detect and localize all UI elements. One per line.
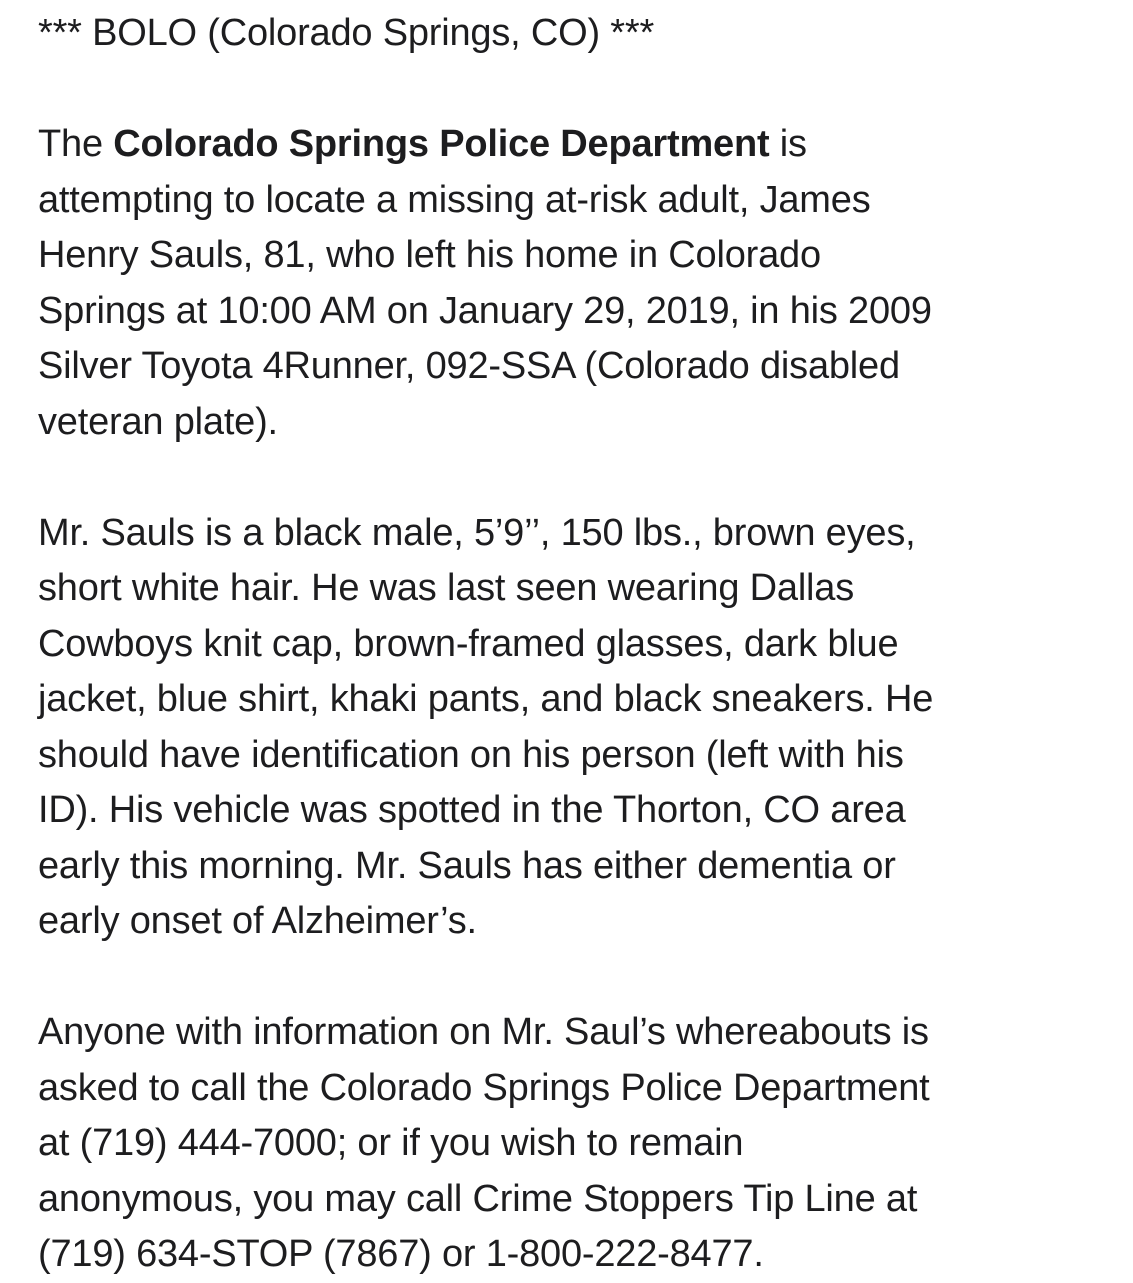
paragraph-description: Mr. Sauls is a black male, 5’9’’, 150 lbs., brown eyes, short white hair. He was last seen wearing Dallas Cowboys knit cap, brown-framed glasses, dark blue jacket, blue shirt, khaki pants, and black sneakers. He should have identification on his person (left with his ID). His vehicle was spotted in the Thorton, CO area early this morning. Mr. Sauls has either dementia or early onset of Alzheimer’s.	[38, 511, 934, 942]
paragraph-gap	[38, 950, 1108, 1006]
paragraph-gap	[38, 62, 1108, 118]
department-name: Colorado Springs Police Department	[113, 123, 770, 165]
intro-lead: The	[38, 123, 114, 165]
paragraph-contact: Anyone with information on Mr. Saul’s whereabouts is asked to call the Colorado Springs Police Department at (719) 444-7000; or if you wish to remain anonymous, you may call Crime Stoppers Tip Line at (719) 634-STOP (7867) or 1-800-222-8477.	[38, 1011, 930, 1275]
paragraph-gap	[38, 450, 1108, 506]
paragraph-intro	[38, 117, 1108, 450]
bolo-post	[38, 6, 1108, 1283]
post-heading: *** BOLO (Colorado Springs, CO) ***	[38, 12, 655, 54]
intro-rest: is attempting to locate a missing at-risk adult, James Henry Sauls, 81, who left his home in Colorado Springs at 10:00 AM on January 29, 2019, in his 2009 Silver Toyota 4Runner, 092-SSA (Colorado disabled veteran plate).	[38, 123, 932, 443]
